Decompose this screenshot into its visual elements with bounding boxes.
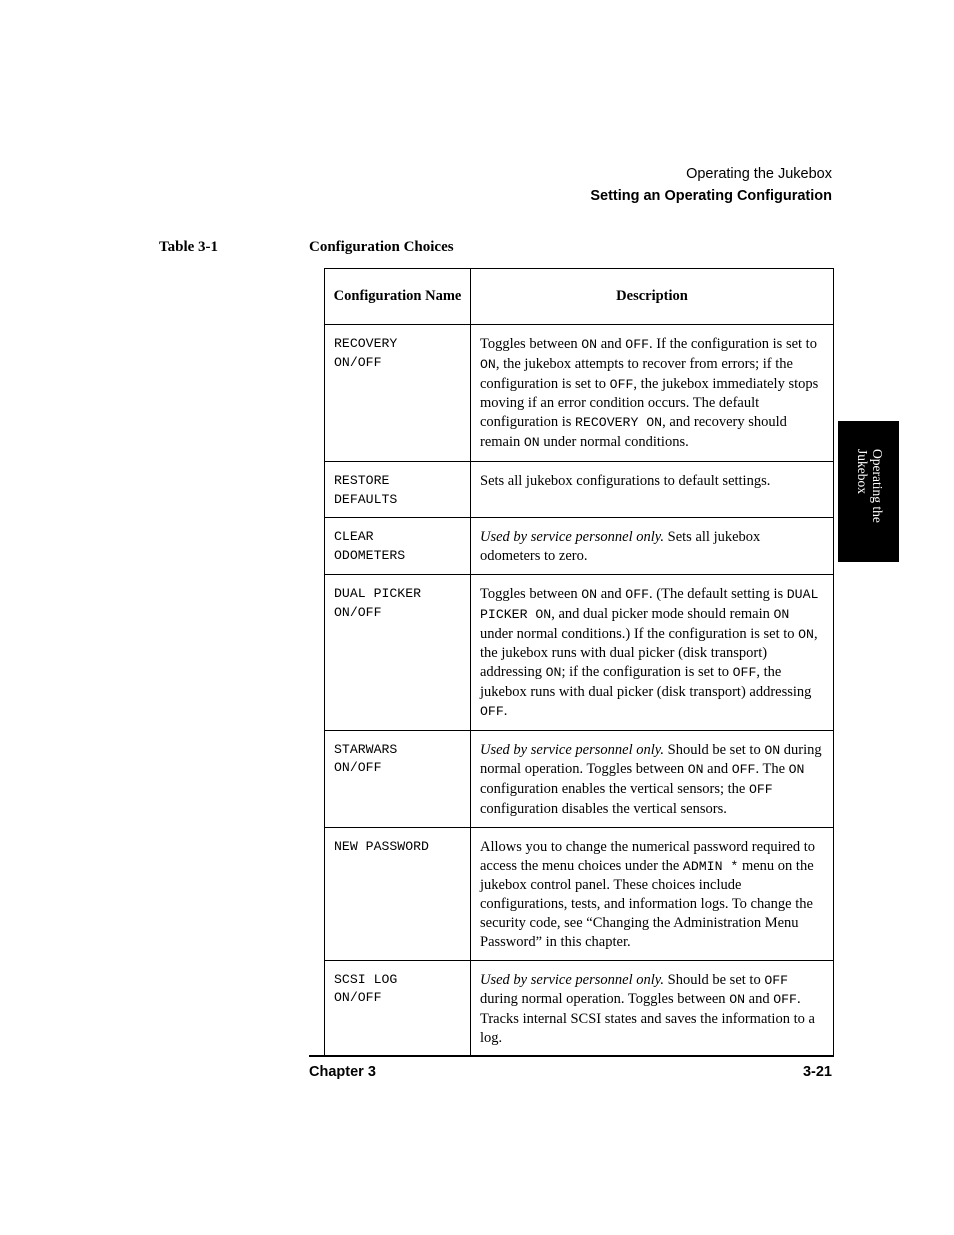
description-text: Sets all jukebox odometers to zero. <box>480 529 761 565</box>
config-description-cell <box>471 518 834 575</box>
chapter-side-tab <box>838 421 899 562</box>
column-header-name: Configuration Name <box>325 269 471 325</box>
description-code: ON <box>480 356 496 372</box>
config-name-line: STARWARS <box>334 741 398 757</box>
description-code: OFF <box>480 703 504 719</box>
description-code: OFF <box>732 665 757 681</box>
config-name-cell <box>325 960 471 1056</box>
side-tab-line: Operating the <box>870 449 885 523</box>
running-header-section: Setting an Operating Configuration <box>590 188 832 204</box>
description-code: OFF <box>764 972 789 988</box>
config-name-line: DEFAULTS <box>334 491 398 507</box>
config-name-line: SCSI LOG <box>334 971 398 987</box>
config-name-cell <box>325 827 471 960</box>
config-name-cell <box>325 574 471 730</box>
config-name-line: NEW PASSWORD <box>334 838 429 854</box>
config-name-cell <box>325 325 471 462</box>
table-row <box>325 574 834 730</box>
description-code: ON <box>798 626 814 642</box>
description-text: and <box>597 585 626 602</box>
running-header-chapter: Operating the Jukebox <box>686 166 832 182</box>
config-name-line: RECOVERY <box>334 336 398 351</box>
description-text: during normal operation. Toggles between <box>480 741 822 778</box>
description-code: ON <box>788 762 805 778</box>
config-name-line: ON/OFF <box>334 354 382 370</box>
column-header-description: Description <box>471 269 834 325</box>
description-text: , the jukebox immediately stops moving if an error condition occurs. The default configuration is <box>480 375 819 431</box>
description-text: configuration enables the vertical sensors; the <box>480 781 749 798</box>
config-name-line: ON/OFF <box>334 760 382 776</box>
description-text: . Tracks internal SCSI states and saves the information to a log. <box>480 991 815 1046</box>
footer-chapter: Chapter 3 <box>309 1064 376 1080</box>
description-text: , and recovery should remain <box>480 414 787 450</box>
table-header-row <box>325 269 834 325</box>
description-code: OFF <box>609 376 634 392</box>
footer-page-number: 3-21 <box>802 1064 832 1080</box>
table-row <box>325 960 834 1056</box>
config-name-line: RESTORE <box>334 472 390 488</box>
description-text: and <box>597 336 626 352</box>
description-code: ON <box>523 434 540 450</box>
table-row <box>325 827 834 960</box>
description-text: under normal conditions. <box>539 433 689 450</box>
table-number: Table 3-1 <box>159 239 219 255</box>
description-code: ON <box>581 337 598 352</box>
description-code: ON <box>545 665 562 681</box>
description-text: Sets all jukebox configurations to default settings. <box>480 472 771 489</box>
footer-rule <box>309 1055 833 1057</box>
config-description-cell <box>471 960 834 1056</box>
configuration-table <box>324 268 834 1057</box>
description-code: RECOVERY ON <box>575 415 663 431</box>
description-code: ON <box>729 992 746 1008</box>
description-text: Should be set to <box>664 971 765 988</box>
description-text: . If the configuration is set to <box>649 336 817 352</box>
description-code: OFF <box>748 782 773 798</box>
description-code: ON <box>687 762 704 778</box>
description-text: and <box>703 761 732 778</box>
config-name-line: DUAL PICKER <box>334 585 422 601</box>
description-text: Toggles between <box>480 336 582 352</box>
config-description-cell <box>471 325 834 462</box>
description-code: DUAL PICKER ON <box>480 586 819 622</box>
description-text: . (The default setting is <box>649 585 787 602</box>
description-code: ON <box>773 606 790 622</box>
description-text: configuration disables the vertical sensors. <box>480 800 727 817</box>
config-name-line: ON/OFF <box>334 604 382 620</box>
table-title: Configuration Choices <box>309 239 454 255</box>
description-code: ON <box>581 586 598 602</box>
description-code: ON <box>764 742 781 758</box>
config-description-cell <box>471 827 834 960</box>
side-tab-label <box>838 421 899 562</box>
description-text: under normal conditions.) If the configuration is set to <box>480 625 799 642</box>
description-text: , the jukebox runs with dual picker (disk transport) addressing <box>480 664 812 700</box>
description-text: , the jukebox attempts to recover from errors; if the configuration is set to <box>480 355 793 392</box>
config-description-cell <box>471 730 834 827</box>
config-description-cell <box>471 574 834 730</box>
description-code: OFF <box>773 992 797 1008</box>
description-text: Toggles between <box>480 585 582 602</box>
description-text: . <box>503 702 508 719</box>
config-name-cell <box>325 518 471 575</box>
side-tab-line: Jukebox <box>855 449 870 494</box>
description-code: OFF <box>731 762 756 778</box>
description-code: OFF <box>625 586 650 602</box>
config-name-cell <box>325 461 471 518</box>
description-text: during normal operation. Toggles between <box>480 991 730 1008</box>
description-text: , and dual picker mode should remain <box>551 605 774 622</box>
config-name-cell <box>325 730 471 827</box>
description-emphasis: Used by service personnel only. <box>480 741 665 758</box>
config-name-line: ODOMETERS <box>334 548 406 564</box>
description-code: ADMIN * <box>682 858 739 874</box>
description-text: menu on the jukebox control panel. These choices include configurations, tests, and information logs. To change the security code, see “Changing the Administration Menu Password” in this chapter. <box>480 857 814 950</box>
description-text: , the jukebox runs with dual picker (disk transport) addressing <box>480 625 818 681</box>
table-row <box>325 461 834 518</box>
description-code: OFF <box>625 337 650 352</box>
description-text: . The <box>755 761 789 778</box>
description-text: Allows you to change the numerical password required to access the menu choices under the <box>480 838 816 874</box>
description-text: and <box>745 991 774 1008</box>
config-description-cell <box>471 461 834 518</box>
config-name-line: ON/OFF <box>334 990 382 1006</box>
description-text: Should be set to <box>664 741 765 758</box>
config-name-line: CLEAR <box>334 529 374 545</box>
description-text: ; if the configuration is set to <box>561 664 733 681</box>
description-emphasis: Used by service personnel only. <box>480 971 665 988</box>
table-row <box>325 325 834 462</box>
table-row <box>325 730 834 827</box>
description-emphasis: Used by service personnel only. <box>480 529 665 546</box>
table-row <box>325 518 834 575</box>
